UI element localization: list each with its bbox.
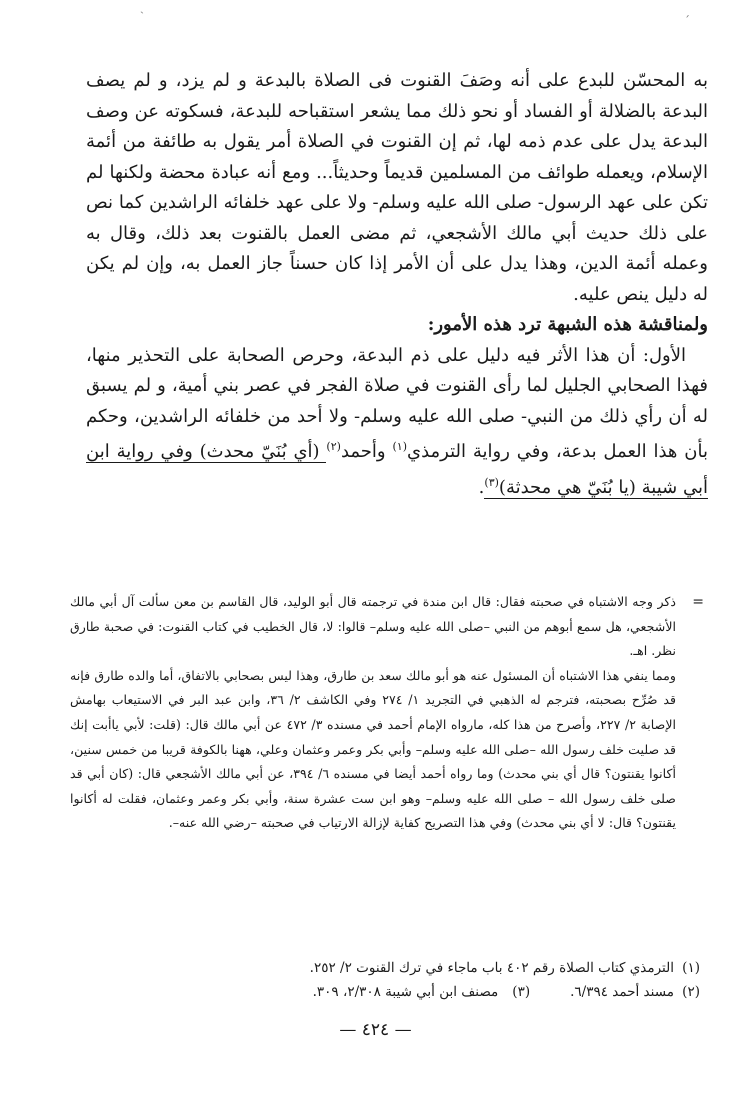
point-one-text: وأحمد bbox=[340, 441, 393, 462]
section-heading: ولمناقشة هذه الشبهة ترد هذه الأمور: bbox=[427, 314, 708, 335]
main-text bbox=[86, 66, 708, 503]
point-one-text: (أي بُنَيّ محدث) وفي رواية ابن أبي شيبة (يا بُنَيّ هي محدثة) bbox=[86, 441, 708, 498]
page-number: — ٤٢٤ — bbox=[339, 1020, 412, 1040]
footnote-ref: (١) bbox=[392, 440, 407, 453]
point-one-text: . bbox=[478, 476, 485, 498]
point-one bbox=[86, 341, 708, 504]
footnote-number: (٣) bbox=[512, 984, 531, 1000]
footnote-number: (٢) bbox=[682, 984, 700, 1000]
point-one-text: الأول: أن هذا الأثر فيه دليل على ذم البدعة، وحرص الصحابة على التحذير منها، فهذا الصحابي الجليل لما رأى القنوت في صلاة الفجر في عصر بني أمية، و لم يسبق له أن رأي ذلك من النبي- صلى الله عليه وسلم- ولا أحد من خلفائه الراشدين، وحكم بأن هذا العمل بدعة، وفي رواية الترمذي bbox=[86, 344, 708, 462]
footnotes bbox=[70, 956, 700, 1004]
footnote-text: مسند أحمد ٦/٣٩٤. bbox=[570, 984, 674, 1000]
scan-mark: ˏ bbox=[140, 0, 144, 14]
footnote-continuation bbox=[70, 590, 704, 836]
footnote bbox=[70, 956, 700, 980]
scan-mark: ˊ bbox=[684, 14, 690, 28]
footnote-ref: (٢) bbox=[326, 440, 341, 453]
footnote-text: مصنف ابن أبي شيبة ٢/٣٠٨، ٣٠٩. bbox=[312, 984, 499, 1000]
footnote-text: الترمذي كتاب الصلاة رقم ٤٠٢ باب ماجاء في ترك القنوت ٢/ ٢٥٢. bbox=[309, 960, 674, 976]
footnote-ref: (٣) bbox=[484, 475, 499, 489]
footnote-paragraph: ذكر وجه الاشتباه في صحبته فقال: قال ابن مندة في ترجمته قال أبو الوليد، قال القاسم بن معن سألت آل أبي مالك الأشجعي، هل سمع أبوهم من النبي –صلى الله عليه وسلم– قالوا: لا، قال الخطيب في كتاب القنوت: في صحبة طارق نظر. اهـ. bbox=[70, 594, 676, 659]
paragraph: به المحسّن للبدع على أنه وصَفَ القنوت فى الصلاة بالبدعة و لم يزد، و لم يصف البدعة بالضلالة أو الفساد أو نحو ذلك مما يشعر استقباحه للبدعة، فسكوته عن وصف البدعة يدل على عدم ذمه لها، ثم إن القنوت في الصلاة أمر يقول به طائفة من أئمة الإسلام، ويعمله طوائف من المسلمين قديماً وحديثاً... ومع أنه عبادة محضة ولكنها لم تكن على عهد الرسول- صلى الله عليه وسلم- ولا على عهد خلفائه الراشدين كما نص على ذلك حديث أبي مالك الأشجعي، ثم مضى العمل بالقنوت بعد ذلك، وقال به وعمله أئمة الدين، وهذا يدل على أن الأمر إذا كان حسناً جاز العمل به، وإن لم يكن له دليل ينص عليه. bbox=[86, 70, 708, 305]
continuation-marker: = bbox=[692, 594, 704, 610]
footnote-number: (١) bbox=[682, 960, 700, 976]
footnote-paragraph: ومما ينفي هذا الاشتباه أن المسئول عنه هو أبو مالك سعد بن طارق، وهذا ليس بصحابي بالاتفاق، أما والده طارق فإنه قد صُرِّح بصحبته، فترجم له الذهبي في التجريد ١/ ٢٧٤ وفي الكاشف ٢/ ٣٦، وابن عبد البر في الاستيعاب بهامش الإصابة ٢/ ٢٢٧، وأصرح من هذا كله، مارواه الإمام أحمد في مسنده ٣/ ٤٧٢ عن أبي مالك قال: (قلت: لأبي ياأبت إنك قد صليت خلف رسول الله –صلى الله عليه وسلم– وأبي بكر وعمر وعثمان وعلي، ههنا بالكوفة قريبا من خمس سنين، أكانوا يقنتون؟ قال أي بني محدث) وما رواه أحمد أيضا في مسنده ٦/ ٣٩٤، عن أبي مالك الأشجعي قال: (كان أبي قد صلى خلف رسول الله – صلى الله عليه وسلم– وهو ابن ست عشرة سنة، وأبي بكر وعمر وعثمان، فقلت له أكانوا يقنتون؟ قال: لا أي بني محدث) وفي هذا التصريح كفاية لإزالة الارتياب في صحبته –رضي الله عنه–. bbox=[70, 667, 677, 831]
footnote bbox=[70, 980, 700, 1004]
